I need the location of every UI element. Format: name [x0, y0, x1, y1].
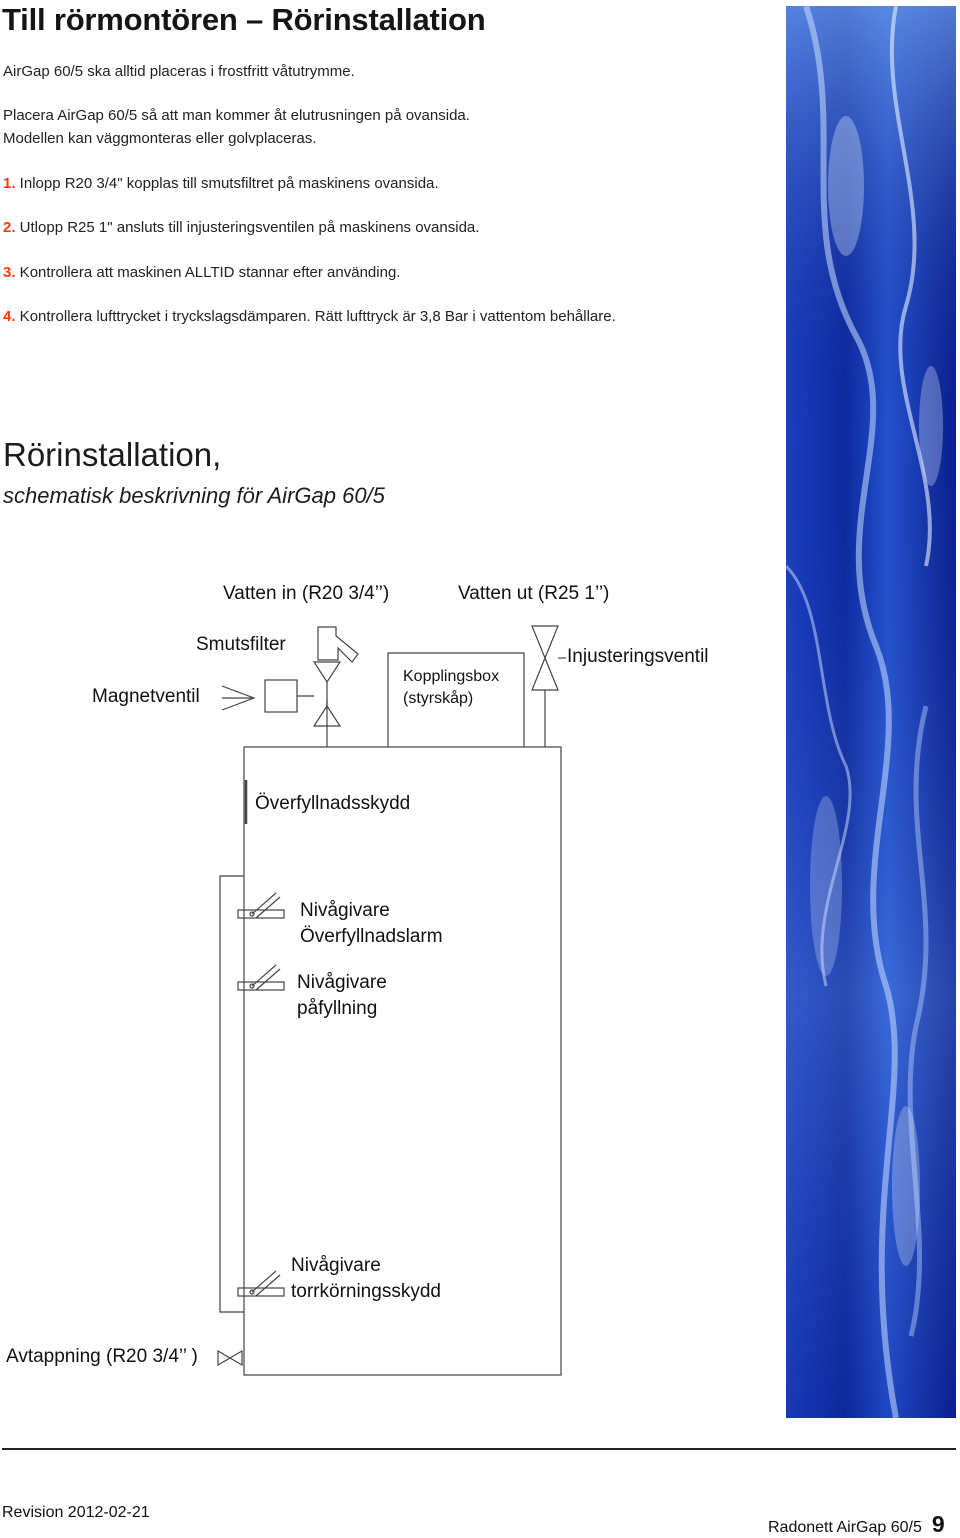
- label-sensor-dry-1: Nivågivare: [291, 1255, 381, 1276]
- sensor-rail: [220, 876, 244, 1312]
- intro-line-2a: Placera AirGap 60/5 så att man kommer åt elutrusningen på ovansida.: [3, 107, 470, 124]
- footer-product: [768, 1511, 945, 1538]
- section-subtitle: schematisk beskrivning för AirGap 60/5: [3, 483, 385, 508]
- step-text: Kontrollera att maskinen ALLTID stannar efter använding.: [15, 264, 401, 281]
- reg-valve-bottom: [532, 658, 558, 690]
- step-text: Inlopp R20 3/4" kopplas till smutsfiltret på maskinens ovansida.: [15, 175, 439, 192]
- footer-product-name: Radonett AirGap 60/5: [768, 1519, 922, 1536]
- label-dirt-filter: Smutsfilter: [196, 634, 286, 655]
- label-solenoid-valve: Magnetventil: [92, 686, 200, 707]
- label-control-box: Kopplingsbox: [403, 668, 500, 685]
- label-sensor-overflow-2: Överfyllnadslarm: [300, 926, 443, 947]
- level-sensor-3: [238, 1271, 284, 1296]
- label-sensor-overflow-1: Nivågivare: [300, 900, 390, 921]
- section-title: Rörinstallation,: [3, 436, 222, 473]
- label-water-in: Vatten in (R20 3/4’’): [223, 583, 390, 604]
- step-text: Kontrollera lufttrycket i tryckslagsdämparen. Rätt lufttryck är 3,8 Bar i vattentom behållare.: [15, 308, 616, 325]
- label-sensor-fill-1: Nivågivare: [297, 972, 387, 993]
- label-water-out: Vatten ut (R25 1’’): [458, 583, 610, 604]
- drain-valve-right: [230, 1351, 242, 1365]
- reg-valve-top: [532, 626, 558, 658]
- step-number: 3.: [3, 264, 16, 281]
- level-sensor-1: [238, 893, 284, 918]
- valve-triangle-top: [314, 662, 340, 682]
- dirt-filter-shape: [318, 627, 358, 662]
- page-number: 9: [931, 1511, 945, 1537]
- intro-line-1: AirGap 60/5 ska alltid placeras i frostfritt våtutrymme.: [3, 63, 355, 80]
- step-number: 1.: [3, 175, 16, 192]
- page-title: Till rörmontören – Rörinstallation: [2, 2, 486, 37]
- label-sensor-dry-2: torrkörningsskydd: [291, 1281, 441, 1302]
- step-text: Utlopp R25 1" ansluts till injusteringsventilen på maskinens ovansida.: [15, 219, 480, 236]
- label-regulating-valve: Injusteringsventil: [567, 646, 709, 667]
- level-sensor-2: [238, 965, 284, 990]
- label-drain: Avtappning (R20 3/4’’ ): [6, 1346, 198, 1367]
- footer-revision: Revision 2012-02-21: [2, 1504, 150, 1521]
- step-number: 2.: [3, 219, 16, 236]
- solenoid-box: [265, 680, 297, 712]
- drain-valve-left: [218, 1351, 230, 1365]
- label-control-box-sub: (styrskåp): [403, 690, 474, 707]
- step-number: 4.: [3, 308, 16, 325]
- label-overflow-protection: Överfyllnadsskydd: [255, 793, 411, 814]
- label-sensor-fill-2: påfyllning: [297, 998, 378, 1019]
- intro-line-2b: Modellen kan väggmonteras eller golvplaceras.: [3, 130, 317, 147]
- footer-rule: [2, 1448, 956, 1450]
